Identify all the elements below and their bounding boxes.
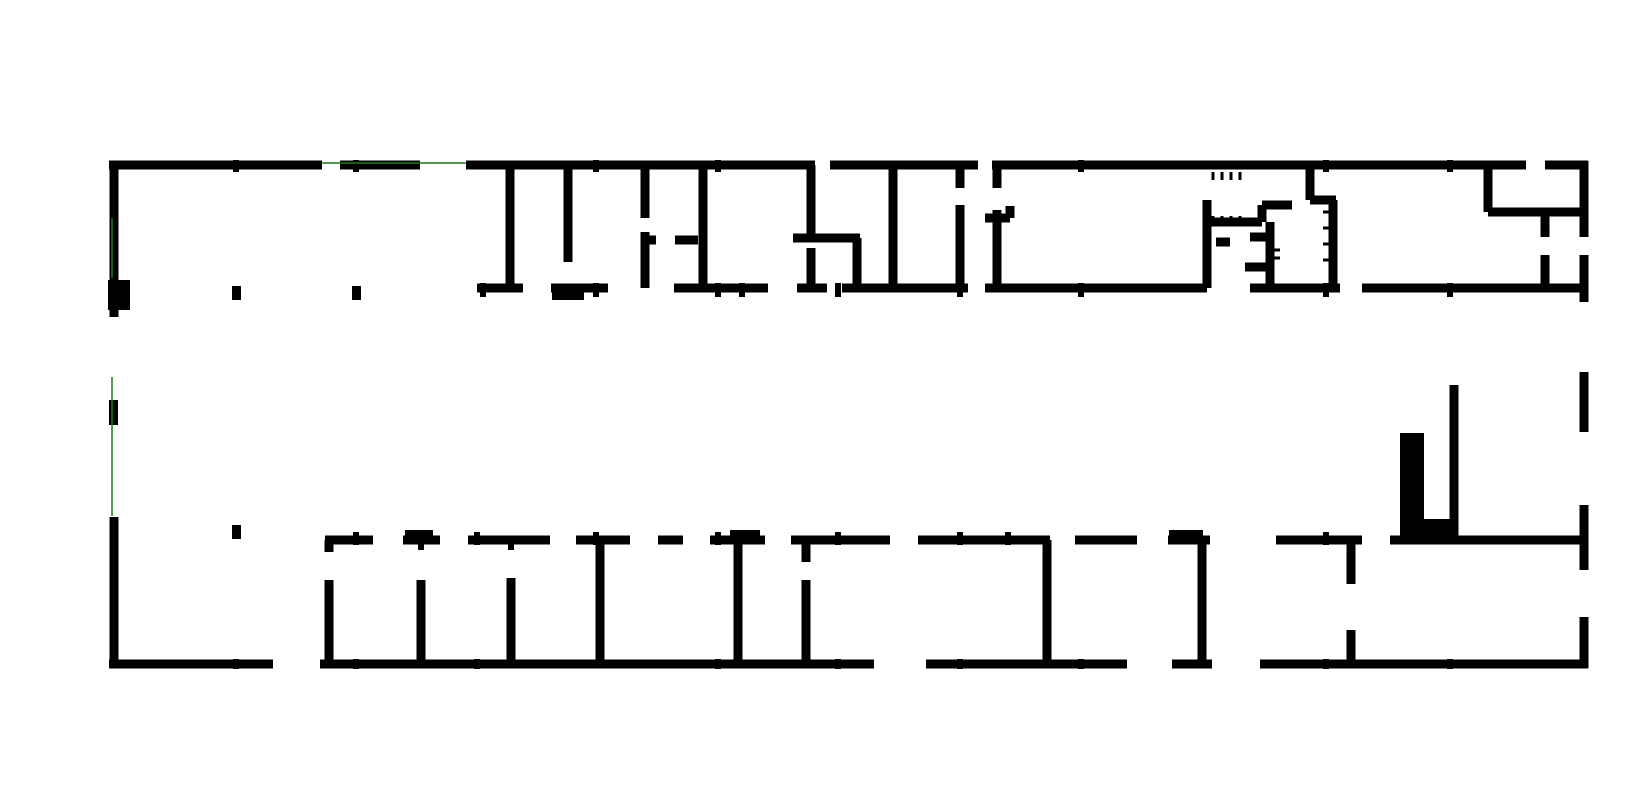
post-upper-2 [352,286,361,300]
post-left-mid [109,400,118,425]
post-upper-1 [232,286,241,300]
corner-post [108,280,130,310]
fixture-4 [1169,530,1203,540]
post-lower [232,525,241,539]
fixture-2 [405,530,433,540]
column-block-base [1420,519,1458,540]
fixture-3 [730,530,760,540]
fixture-1 [552,284,584,300]
